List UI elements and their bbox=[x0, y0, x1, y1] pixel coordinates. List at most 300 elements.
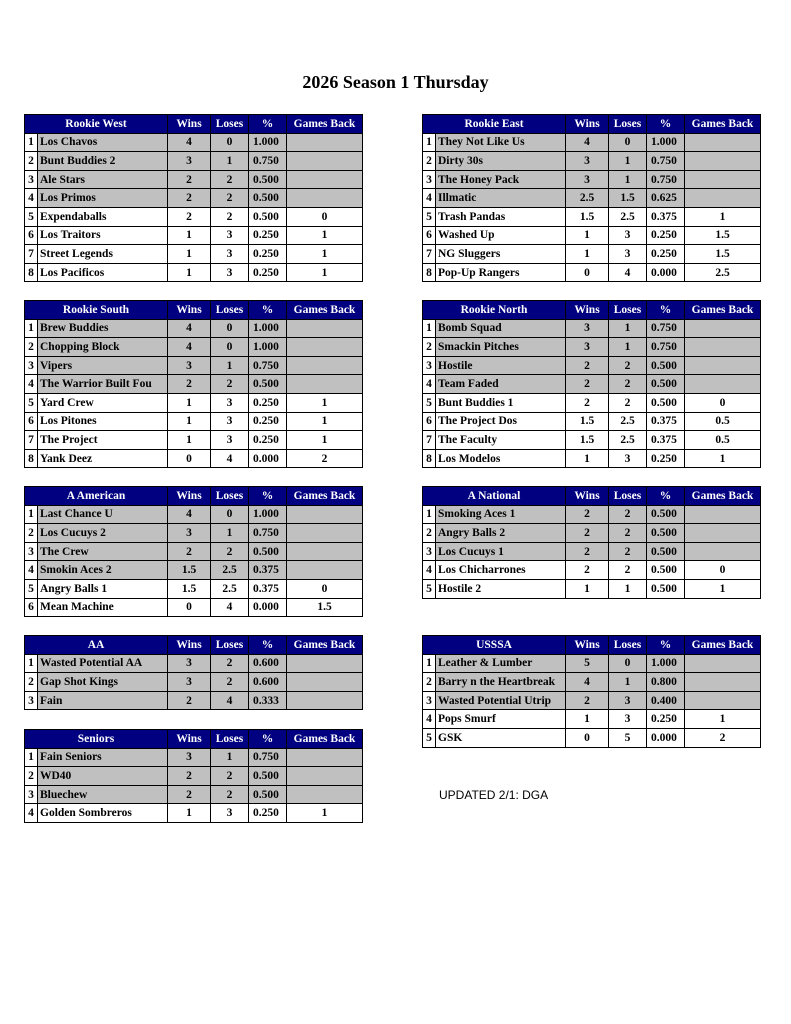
pct-cell: 0.750 bbox=[249, 748, 287, 767]
wins-cell: 1.5 bbox=[566, 207, 609, 226]
rank-cell: 6 bbox=[25, 226, 38, 245]
wins-cell: 2 bbox=[168, 767, 211, 786]
games-back-cell bbox=[685, 673, 761, 692]
rank-cell: 6 bbox=[25, 412, 38, 431]
table-header-row bbox=[423, 301, 761, 320]
rank-cell: 3 bbox=[25, 356, 38, 375]
pct-cell: 0.500 bbox=[647, 579, 685, 598]
loses-header: Loses bbox=[609, 301, 647, 320]
table-row bbox=[423, 393, 761, 412]
team-name: Fain Seniors bbox=[38, 748, 168, 767]
pct-cell: 0.500 bbox=[249, 785, 287, 804]
rank-cell: 7 bbox=[423, 431, 436, 450]
table-row bbox=[423, 189, 761, 208]
team-name: Mean Machine bbox=[38, 598, 168, 617]
rank-cell: 8 bbox=[25, 263, 38, 282]
games-back-cell: 1 bbox=[287, 412, 363, 431]
loses-cell: 2 bbox=[211, 189, 249, 208]
table-row bbox=[25, 505, 363, 524]
games-back-cell bbox=[287, 561, 363, 580]
team-name: Bunt Buddies 1 bbox=[436, 393, 566, 412]
loses-header: Loses bbox=[211, 301, 249, 320]
wins-cell: 2 bbox=[566, 524, 609, 543]
games-back-cell bbox=[287, 524, 363, 543]
standings-table-rookie-north bbox=[422, 300, 761, 468]
division-name: Rookie East bbox=[423, 115, 566, 134]
games-back-cell bbox=[685, 338, 761, 357]
pct-header: % bbox=[249, 487, 287, 506]
team-name: The Crew bbox=[38, 542, 168, 561]
games-back-cell bbox=[685, 189, 761, 208]
wins-cell: 4 bbox=[168, 505, 211, 524]
table-row bbox=[423, 710, 761, 729]
rank-cell: 3 bbox=[25, 691, 38, 710]
team-name: Smokin Aces 2 bbox=[38, 561, 168, 580]
pct-cell: 0.750 bbox=[647, 152, 685, 171]
team-name: Bunt Buddies 2 bbox=[38, 152, 168, 171]
team-name: Yank Deez bbox=[38, 449, 168, 468]
team-name: Vipers bbox=[38, 356, 168, 375]
games-back-cell: 0 bbox=[685, 561, 761, 580]
team-name: Illmatic bbox=[436, 189, 566, 208]
team-name: Pop-Up Rangers bbox=[436, 263, 566, 282]
pct-cell: 1.000 bbox=[249, 319, 287, 338]
loses-cell: 1 bbox=[609, 579, 647, 598]
games-back-cell: 0.5 bbox=[685, 412, 761, 431]
rank-cell: 3 bbox=[25, 170, 38, 189]
loses-cell: 3 bbox=[211, 431, 249, 450]
loses-cell: 1.5 bbox=[609, 189, 647, 208]
wins-cell: 0 bbox=[566, 263, 609, 282]
pct-cell: 0.800 bbox=[647, 673, 685, 692]
rank-cell: 6 bbox=[25, 598, 38, 617]
wins-cell: 1 bbox=[566, 710, 609, 729]
games-back-cell: 1.5 bbox=[685, 245, 761, 264]
team-name: Los Primos bbox=[38, 189, 168, 208]
table-row bbox=[423, 263, 761, 282]
pct-cell: 0.000 bbox=[647, 728, 685, 747]
pct-cell: 0.500 bbox=[249, 767, 287, 786]
wins-header: Wins bbox=[168, 636, 211, 655]
loses-cell: 2 bbox=[609, 375, 647, 394]
loses-cell: 2.5 bbox=[609, 207, 647, 226]
pct-cell: 0.500 bbox=[249, 170, 287, 189]
games-back-cell: 1 bbox=[685, 449, 761, 468]
games-back-cell bbox=[685, 319, 761, 338]
loses-cell: 4 bbox=[211, 691, 249, 710]
pct-cell: 0.375 bbox=[647, 431, 685, 450]
games-back-cell: 1 bbox=[287, 431, 363, 450]
games-back-cell bbox=[287, 375, 363, 394]
wins-cell: 1 bbox=[566, 579, 609, 598]
table-header-row bbox=[423, 115, 761, 134]
loses-header: Loses bbox=[211, 487, 249, 506]
team-name: Los Traitors bbox=[38, 226, 168, 245]
table-row bbox=[423, 133, 761, 152]
loses-cell: 0 bbox=[211, 505, 249, 524]
table-row bbox=[25, 654, 363, 673]
table-header-row bbox=[423, 636, 761, 655]
wins-cell: 2 bbox=[566, 561, 609, 580]
wins-cell: 3 bbox=[168, 748, 211, 767]
table-row bbox=[25, 338, 363, 357]
table-row bbox=[423, 412, 761, 431]
pct-cell: 0.500 bbox=[249, 189, 287, 208]
team-name: Expendaballs bbox=[38, 207, 168, 226]
games-back-cell bbox=[685, 133, 761, 152]
wins-cell: 1 bbox=[168, 431, 211, 450]
pct-cell: 0.250 bbox=[647, 245, 685, 264]
team-name: Los Chavos bbox=[38, 133, 168, 152]
wins-cell: 1 bbox=[168, 393, 211, 412]
wins-header: Wins bbox=[566, 636, 609, 655]
table-row bbox=[423, 356, 761, 375]
games-back-cell bbox=[287, 785, 363, 804]
team-name: Wasted Potential Utrip bbox=[436, 691, 566, 710]
loses-header: Loses bbox=[609, 115, 647, 134]
loses-cell: 5 bbox=[609, 728, 647, 747]
loses-cell: 3 bbox=[211, 412, 249, 431]
standings-table-rookie-south bbox=[24, 300, 363, 468]
loses-cell: 1 bbox=[211, 524, 249, 543]
loses-cell: 3 bbox=[609, 710, 647, 729]
table-row bbox=[25, 673, 363, 692]
standings-table-rookie-west bbox=[24, 114, 363, 282]
wins-cell: 4 bbox=[168, 133, 211, 152]
table-row bbox=[25, 319, 363, 338]
rank-cell: 2 bbox=[25, 338, 38, 357]
team-name: Chopping Block bbox=[38, 338, 168, 357]
pct-cell: 0.500 bbox=[249, 375, 287, 394]
pct-header: % bbox=[647, 487, 685, 506]
loses-cell: 4 bbox=[609, 263, 647, 282]
wins-cell: 2 bbox=[566, 393, 609, 412]
rank-cell: 7 bbox=[25, 431, 38, 450]
table-row bbox=[25, 245, 363, 264]
games-back-header: Games Back bbox=[685, 487, 761, 506]
games-back-header: Games Back bbox=[685, 115, 761, 134]
division-name: Seniors bbox=[25, 730, 168, 749]
team-name: The Faculty bbox=[436, 431, 566, 450]
games-back-header: Games Back bbox=[287, 487, 363, 506]
pct-cell: 0.375 bbox=[647, 412, 685, 431]
games-back-header: Games Back bbox=[287, 115, 363, 134]
table-row bbox=[423, 152, 761, 171]
loses-cell: 3 bbox=[211, 226, 249, 245]
rank-cell: 3 bbox=[423, 170, 436, 189]
loses-cell: 3 bbox=[609, 691, 647, 710]
table-header-row bbox=[25, 487, 363, 506]
rank-cell: 4 bbox=[423, 561, 436, 580]
rank-cell: 2 bbox=[423, 152, 436, 171]
wins-cell: 1.5 bbox=[168, 579, 211, 598]
division-name: A American bbox=[25, 487, 168, 506]
pct-cell: 0.250 bbox=[249, 226, 287, 245]
wins-cell: 3 bbox=[168, 654, 211, 673]
table-row bbox=[423, 170, 761, 189]
loses-header: Loses bbox=[609, 636, 647, 655]
standings-table-a-national bbox=[422, 486, 761, 599]
wins-cell: 2.5 bbox=[566, 189, 609, 208]
pct-cell: 0.500 bbox=[647, 375, 685, 394]
table-row bbox=[25, 785, 363, 804]
wins-cell: 4 bbox=[566, 673, 609, 692]
wins-cell: 3 bbox=[566, 319, 609, 338]
pct-cell: 0.375 bbox=[249, 579, 287, 598]
games-back-cell bbox=[287, 319, 363, 338]
wins-cell: 1 bbox=[168, 245, 211, 264]
table-row bbox=[423, 561, 761, 580]
division-name: Rookie South bbox=[25, 301, 168, 320]
pct-cell: 0.600 bbox=[249, 654, 287, 673]
team-name: Wasted Potential AA bbox=[38, 654, 168, 673]
team-name: Hostile bbox=[436, 356, 566, 375]
rank-cell: 1 bbox=[25, 505, 38, 524]
pct-cell: 1.000 bbox=[249, 505, 287, 524]
team-name: Bluechew bbox=[38, 785, 168, 804]
loses-cell: 1 bbox=[609, 338, 647, 357]
wins-header: Wins bbox=[566, 301, 609, 320]
team-name: Ale Stars bbox=[38, 170, 168, 189]
rank-cell: 3 bbox=[25, 785, 38, 804]
pct-cell: 0.500 bbox=[647, 356, 685, 375]
wins-cell: 2 bbox=[168, 542, 211, 561]
table-row bbox=[423, 431, 761, 450]
pct-cell: 0.500 bbox=[647, 393, 685, 412]
pct-cell: 0.750 bbox=[249, 152, 287, 171]
team-name: Pops Smurf bbox=[436, 710, 566, 729]
rank-cell: 2 bbox=[25, 767, 38, 786]
wins-cell: 2 bbox=[566, 356, 609, 375]
standings-table-a-american bbox=[24, 486, 363, 617]
table-row bbox=[25, 263, 363, 282]
wins-cell: 3 bbox=[566, 152, 609, 171]
wins-header: Wins bbox=[168, 730, 211, 749]
table-row bbox=[25, 561, 363, 580]
loses-cell: 1 bbox=[211, 152, 249, 171]
wins-cell: 3 bbox=[168, 356, 211, 375]
rank-cell: 3 bbox=[423, 691, 436, 710]
loses-cell: 3 bbox=[211, 804, 249, 823]
rank-cell: 4 bbox=[25, 804, 38, 823]
pct-cell: 1.000 bbox=[647, 133, 685, 152]
loses-cell: 3 bbox=[211, 245, 249, 264]
games-back-cell bbox=[685, 170, 761, 189]
wins-cell: 4 bbox=[168, 338, 211, 357]
loses-cell: 1 bbox=[609, 170, 647, 189]
loses-cell: 0 bbox=[609, 133, 647, 152]
wins-cell: 2 bbox=[168, 170, 211, 189]
table-row bbox=[25, 393, 363, 412]
wins-cell: 0 bbox=[566, 728, 609, 747]
pct-cell: 0.000 bbox=[249, 449, 287, 468]
loses-cell: 2 bbox=[609, 524, 647, 543]
team-name: The Project bbox=[38, 431, 168, 450]
table-row bbox=[25, 598, 363, 617]
rank-cell: 5 bbox=[25, 393, 38, 412]
rank-cell: 3 bbox=[423, 356, 436, 375]
loses-cell: 2 bbox=[211, 785, 249, 804]
games-back-cell: 0 bbox=[287, 579, 363, 598]
pct-cell: 1.000 bbox=[249, 338, 287, 357]
team-name: Barry n the Heartbreak bbox=[436, 673, 566, 692]
loses-cell: 2.5 bbox=[609, 412, 647, 431]
games-back-cell bbox=[685, 542, 761, 561]
games-back-cell bbox=[287, 356, 363, 375]
rank-cell: 1 bbox=[423, 654, 436, 673]
team-name: Fain bbox=[38, 691, 168, 710]
rank-cell: 4 bbox=[25, 375, 38, 394]
loses-cell: 2 bbox=[211, 654, 249, 673]
team-name: The Honey Pack bbox=[436, 170, 566, 189]
loses-cell: 2.5 bbox=[211, 579, 249, 598]
table-header-row bbox=[25, 730, 363, 749]
pct-cell: 0.750 bbox=[249, 356, 287, 375]
team-name: Leather & Lumber bbox=[436, 654, 566, 673]
wins-header: Wins bbox=[566, 115, 609, 134]
team-name: Gap Shot Kings bbox=[38, 673, 168, 692]
table-row bbox=[423, 579, 761, 598]
pct-cell: 0.250 bbox=[647, 710, 685, 729]
team-name: Trash Pandas bbox=[436, 207, 566, 226]
team-name: Los Pitones bbox=[38, 412, 168, 431]
team-name: Los Chicharrones bbox=[436, 561, 566, 580]
rank-cell: 1 bbox=[423, 133, 436, 152]
loses-cell: 2 bbox=[211, 767, 249, 786]
wins-cell: 3 bbox=[566, 338, 609, 357]
games-back-cell: 1 bbox=[287, 393, 363, 412]
table-row bbox=[423, 207, 761, 226]
team-name: Last Chance U bbox=[38, 505, 168, 524]
wins-header: Wins bbox=[168, 487, 211, 506]
table-row bbox=[423, 691, 761, 710]
games-back-header: Games Back bbox=[287, 301, 363, 320]
table-row bbox=[423, 245, 761, 264]
team-name: Angry Balls 1 bbox=[38, 579, 168, 598]
table-row bbox=[25, 170, 363, 189]
loses-cell: 2 bbox=[211, 207, 249, 226]
loses-cell: 0 bbox=[211, 338, 249, 357]
loses-cell: 2.5 bbox=[211, 561, 249, 580]
table-row bbox=[423, 449, 761, 468]
table-row bbox=[423, 338, 761, 357]
games-back-cell bbox=[287, 748, 363, 767]
rank-cell: 7 bbox=[423, 245, 436, 264]
loses-cell: 1 bbox=[609, 152, 647, 171]
games-back-header: Games Back bbox=[685, 636, 761, 655]
wins-cell: 2 bbox=[566, 691, 609, 710]
table-row bbox=[25, 431, 363, 450]
games-back-cell bbox=[287, 654, 363, 673]
loses-cell: 3 bbox=[211, 393, 249, 412]
games-back-cell: 1 bbox=[287, 245, 363, 264]
loses-cell: 2 bbox=[609, 561, 647, 580]
standings-table-usssa bbox=[422, 635, 761, 748]
games-back-cell: 1.5 bbox=[685, 226, 761, 245]
games-back-cell bbox=[287, 673, 363, 692]
pct-cell: 0.375 bbox=[647, 207, 685, 226]
table-row bbox=[423, 226, 761, 245]
loses-cell: 2 bbox=[609, 356, 647, 375]
rank-cell: 2 bbox=[25, 524, 38, 543]
loses-cell: 3 bbox=[609, 449, 647, 468]
team-name: Los Modelos bbox=[436, 449, 566, 468]
table-row bbox=[25, 748, 363, 767]
loses-cell: 4 bbox=[211, 598, 249, 617]
loses-cell: 3 bbox=[211, 263, 249, 282]
games-back-cell bbox=[685, 691, 761, 710]
loses-cell: 2 bbox=[211, 542, 249, 561]
table-row bbox=[25, 579, 363, 598]
wins-cell: 1 bbox=[168, 226, 211, 245]
pct-cell: 0.500 bbox=[249, 207, 287, 226]
wins-cell: 1.5 bbox=[566, 431, 609, 450]
games-back-header: Games Back bbox=[685, 301, 761, 320]
rank-cell: 2 bbox=[423, 673, 436, 692]
table-row bbox=[25, 226, 363, 245]
loses-cell: 2 bbox=[609, 542, 647, 561]
loses-cell: 1 bbox=[609, 673, 647, 692]
wins-cell: 0 bbox=[168, 598, 211, 617]
team-name: Los Cucuys 1 bbox=[436, 542, 566, 561]
pct-cell: 1.000 bbox=[647, 654, 685, 673]
team-name: Brew Buddies bbox=[38, 319, 168, 338]
team-name: GSK bbox=[436, 728, 566, 747]
rank-cell: 1 bbox=[25, 133, 38, 152]
wins-cell: 2 bbox=[168, 691, 211, 710]
table-row bbox=[25, 356, 363, 375]
games-back-cell bbox=[287, 767, 363, 786]
rank-cell: 2 bbox=[423, 524, 436, 543]
table-row bbox=[423, 542, 761, 561]
rank-cell: 5 bbox=[25, 579, 38, 598]
team-name: The Project Dos bbox=[436, 412, 566, 431]
table-row bbox=[25, 524, 363, 543]
rank-cell: 5 bbox=[423, 393, 436, 412]
pct-cell: 0.625 bbox=[647, 189, 685, 208]
rank-cell: 8 bbox=[25, 449, 38, 468]
games-back-cell: 0 bbox=[685, 393, 761, 412]
pct-cell: 0.250 bbox=[647, 226, 685, 245]
wins-cell: 2 bbox=[566, 375, 609, 394]
loses-cell: 0 bbox=[211, 319, 249, 338]
wins-header: Wins bbox=[168, 301, 211, 320]
loses-cell: 2 bbox=[211, 170, 249, 189]
games-back-cell bbox=[685, 524, 761, 543]
wins-cell: 2 bbox=[168, 785, 211, 804]
team-name: Angry Balls 2 bbox=[436, 524, 566, 543]
update-note: UPDATED 2/1: DGA bbox=[439, 788, 549, 802]
pct-cell: 0.250 bbox=[249, 804, 287, 823]
table-row bbox=[423, 505, 761, 524]
wins-cell: 0 bbox=[168, 449, 211, 468]
rank-cell: 1 bbox=[25, 654, 38, 673]
team-name: Yard Crew bbox=[38, 393, 168, 412]
table-row bbox=[423, 728, 761, 747]
table-row bbox=[25, 375, 363, 394]
table-row bbox=[25, 189, 363, 208]
rank-cell: 3 bbox=[25, 542, 38, 561]
table-header-row bbox=[25, 636, 363, 655]
pct-header: % bbox=[647, 636, 685, 655]
rank-cell: 4 bbox=[423, 710, 436, 729]
games-back-cell: 1 bbox=[685, 710, 761, 729]
table-row bbox=[25, 412, 363, 431]
wins-cell: 3 bbox=[566, 170, 609, 189]
pct-cell: 0.750 bbox=[647, 338, 685, 357]
pct-cell: 1.000 bbox=[249, 133, 287, 152]
games-back-cell: 1 bbox=[685, 579, 761, 598]
